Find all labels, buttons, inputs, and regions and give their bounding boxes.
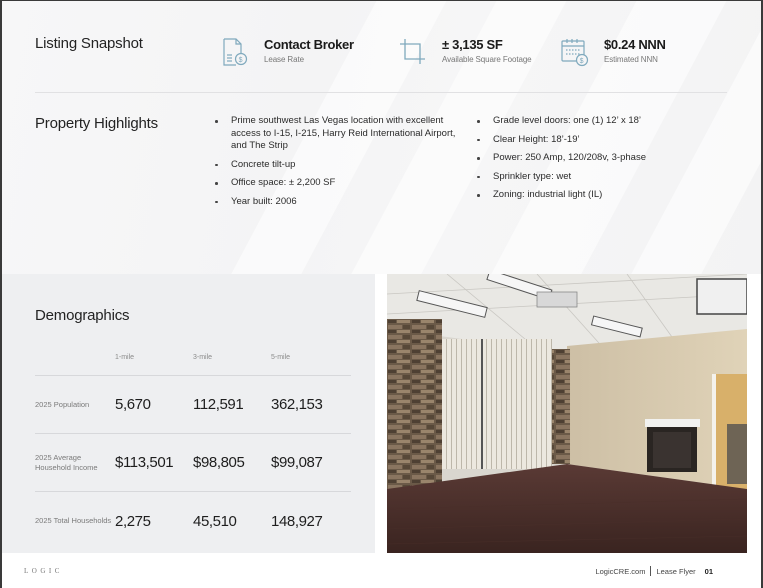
cell-value: 112,591 — [193, 396, 244, 413]
demographics-title: Demographics — [35, 307, 130, 324]
table-row-household-income — [35, 434, 351, 492]
footer-separator — [650, 566, 651, 576]
demographics-table — [35, 354, 351, 550]
highlights-list-left — [214, 115, 459, 214]
highlight-item: Zoning: industrial light (IL) — [476, 189, 716, 202]
footer-info — [595, 566, 713, 576]
cell-value: 148,927 — [271, 512, 323, 530]
lease-rate-label: Lease Rate — [264, 55, 304, 64]
highlight-item: Prime southwest Las Vegas location with excellent access to I-15, I-215, Harry Reid International Airport, and The Strip — [214, 115, 459, 153]
column-header: 1-mile — [115, 354, 135, 361]
snapshot-estimated-nnn — [560, 37, 666, 67]
cell-value: 5,670 — [115, 396, 151, 413]
property-highlights-title: Property Highlights — [35, 115, 158, 132]
cell-value: 362,153 — [271, 396, 323, 413]
nnn-label: Estimated NNN — [604, 55, 658, 64]
cell-value: 2,275 — [115, 512, 151, 530]
highlight-item: Grade level doors: one (1) 12’ x 18’ — [476, 115, 716, 128]
nnn-value: $0.24 NNN — [604, 37, 666, 52]
lease-rate-value: Contact Broker — [264, 37, 354, 52]
table-row-total-households — [35, 492, 351, 550]
demographics-panel — [2, 274, 375, 553]
svg-text:$: $ — [579, 58, 584, 65]
row-label: 2025 Total Households — [35, 516, 112, 525]
cell-value: $113,501 — [115, 454, 174, 471]
row-label: 2025 Average Household Income — [35, 452, 98, 472]
highlight-item: Office space: ± 2,200 SF — [214, 177, 459, 190]
highlights-list-right — [476, 115, 716, 208]
footer-website-link[interactable]: LogicCRE.com — [595, 566, 646, 576]
highlight-item: Sprinkler type: wet — [476, 171, 716, 184]
table-row-population — [35, 376, 351, 434]
highlight-item: Concrete tilt-up — [214, 159, 459, 172]
calendar-dollar-icon — [560, 37, 594, 67]
cell-value: 45,510 — [193, 512, 237, 530]
snapshot-lease-rate — [220, 37, 354, 67]
listing-snapshot-title: Listing Snapshot — [35, 35, 143, 52]
square-footage-value: ± 3,135 SF — [442, 37, 503, 52]
interior-photo-illustration — [387, 274, 747, 553]
column-header: 5-mile — [271, 354, 291, 361]
document-dollar-icon — [220, 37, 254, 67]
highlight-item: Clear Height: 18’-19’ — [476, 134, 716, 147]
crop-area-icon — [398, 37, 432, 67]
section-divider — [35, 92, 727, 93]
column-header: 3-mile — [193, 354, 213, 361]
highlight-item: Power: 250 Amp, 120/208v, 3-phase — [476, 152, 716, 165]
demographics-header-row — [35, 354, 351, 376]
property-interior-photo — [387, 274, 747, 553]
svg-text:$: $ — [238, 57, 243, 64]
row-label: 2025 Population — [35, 399, 90, 409]
snapshot-square-footage — [398, 37, 532, 67]
highlight-item: Year built: 2006 — [214, 196, 459, 209]
footer-doc-type: Lease Flyer — [656, 566, 696, 576]
square-footage-label: Available Square Footage — [442, 55, 532, 64]
cell-value: $99,087 — [271, 454, 323, 471]
footer-logo: LOGIC — [24, 567, 63, 575]
page-number: 01 — [704, 566, 713, 576]
cell-value: $98,805 — [193, 454, 245, 471]
